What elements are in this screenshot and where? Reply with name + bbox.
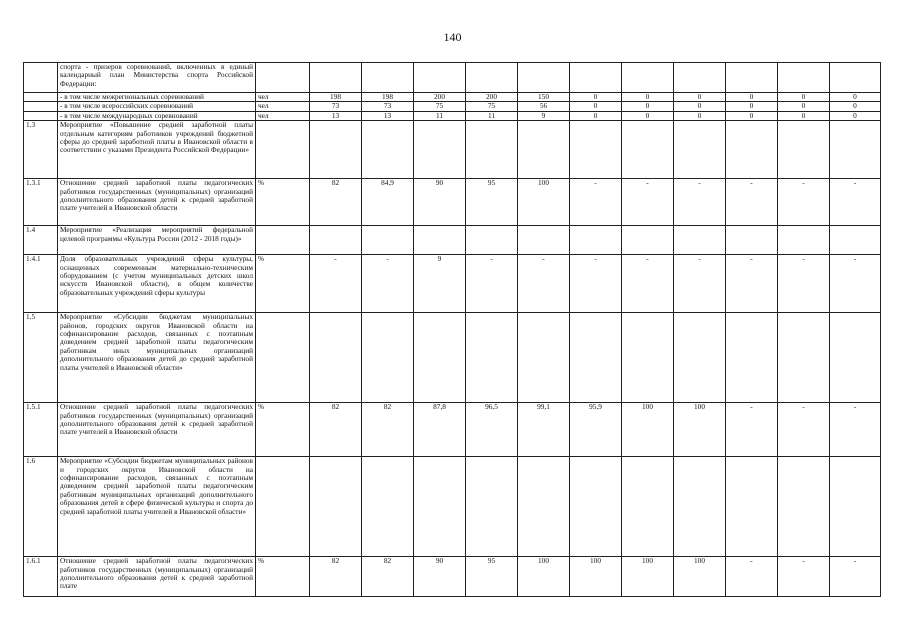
value-cell [310,457,362,557]
unit-cell: чел [256,93,310,102]
value-cell: 200 [466,93,518,102]
page-number: 140 [443,30,462,44]
value-cell [830,63,881,93]
value-cell: - [570,255,622,313]
value-cell: - [518,255,570,313]
value-cell: 0 [778,93,830,102]
value-cell: 100 [518,179,570,226]
value-cell [362,121,414,179]
value-cell [778,226,830,255]
value-cell [674,313,726,403]
row-number-cell [24,93,58,102]
value-cell [310,226,362,255]
description-cell: - в том числе межрегиональных соревнований [58,93,256,102]
value-cell: 0 [570,111,622,120]
value-cell [362,63,414,93]
value-cell [830,226,881,255]
value-cell: 200 [414,93,466,102]
value-cell: - [726,403,778,457]
value-cell [414,63,466,93]
value-cell [466,226,518,255]
value-cell: 13 [362,111,414,120]
value-cell: 0 [726,102,778,111]
value-cell [570,457,622,557]
table-row [24,102,881,111]
description-cell: Отношение средней заработной платы педагогических работников государственных (муниципальных) организаций дополнительного образования детей к средней заработной плате [58,557,256,597]
value-cell: 75 [414,102,466,111]
table-row [24,63,881,93]
value-cell: 0 [622,93,674,102]
value-cell [466,63,518,93]
value-cell [518,457,570,557]
value-cell [466,313,518,403]
value-cell [466,457,518,557]
value-cell: 0 [830,111,881,120]
value-cell [726,226,778,255]
value-cell [622,226,674,255]
value-cell: 0 [674,102,726,111]
value-cell: - [830,255,881,313]
value-cell [414,457,466,557]
value-cell: 95 [466,557,518,597]
value-cell: - [310,255,362,313]
value-cell: 11 [414,111,466,120]
unit-cell: % [256,179,310,226]
value-cell [310,313,362,403]
row-number-cell: 1.4.1 [24,255,58,313]
value-cell: 82 [362,403,414,457]
value-cell: - [622,255,674,313]
unit-cell: % [256,557,310,597]
value-cell [726,313,778,403]
value-cell: 150 [518,93,570,102]
value-cell: 73 [362,102,414,111]
value-cell: 100 [570,557,622,597]
value-cell: 0 [830,93,881,102]
value-cell: - [830,557,881,597]
value-cell: 100 [622,403,674,457]
value-cell: 90 [414,557,466,597]
description-cell: Доля образовательных учреждений сферы культуры, оснащенных современным материально-техническим оборудованием (с учетом муниципальных детских школ искусств Ивановской области), в общем количестве образовательных учреждений сферы культуры [58,255,256,313]
table-row [24,313,881,403]
value-cell: - [570,179,622,226]
value-cell [414,121,466,179]
row-number-cell: 1.5.1 [24,403,58,457]
value-cell [830,121,881,179]
value-cell: 0 [830,102,881,111]
value-cell: 73 [310,102,362,111]
value-cell: - [622,179,674,226]
row-number-cell: 1.6.1 [24,557,58,597]
value-cell [726,457,778,557]
value-cell: 0 [570,93,622,102]
value-cell [570,313,622,403]
unit-cell [256,63,310,93]
value-cell: 13 [310,111,362,120]
value-cell [310,63,362,93]
value-cell [570,226,622,255]
description-cell: Мероприятие «Повышение средней заработной платы отдельным категориям работников учреждений бюджетной сферы до средней заработной платы в Ивановской области в соответствии с указами Президента Российской Федерации» [58,121,256,179]
row-number-cell [24,102,58,111]
value-cell: 100 [674,557,726,597]
description-cell: - в том числе всероссийских соревнований [58,102,256,111]
value-cell: 0 [726,111,778,120]
table-body [24,63,881,597]
value-cell: 0 [674,93,726,102]
row-number-cell: 1.3.1 [24,179,58,226]
description-cell: Мероприятие «Реализация мероприятий федеральной целевой программы «Культура России (2012 - 2018 годы)» [58,226,256,255]
unit-cell [256,457,310,557]
value-cell: - [674,179,726,226]
value-cell: 82 [310,179,362,226]
row-number-cell: 1.4 [24,226,58,255]
value-cell: 11 [466,111,518,120]
value-cell: 9 [414,255,466,313]
value-cell: 100 [622,557,674,597]
value-cell: 99,1 [518,403,570,457]
value-cell: - [778,403,830,457]
value-cell: 0 [778,111,830,120]
description-cell: Мероприятие «Субсидии бюджетам муниципальных районов и городских округов Ивановской области на софинансирование расходов, связанных с поэтапным доведением средней заработной платы педагогическим работникам муниципальных организаций дополнительного образования детей в сфере физической культуры и спорта до средней заработной платы учителей в Ивановской области» [58,457,256,557]
table-row [24,457,881,557]
value-cell [362,457,414,557]
unit-cell: % [256,255,310,313]
value-cell: 0 [726,93,778,102]
value-cell: 0 [570,102,622,111]
value-cell [674,63,726,93]
value-cell: 9 [518,111,570,120]
description-cell: спорта - призеров соревнований, включенных в единый календарный план Министерства спорта Российской Федерации: [58,63,256,93]
value-cell: 95 [466,179,518,226]
value-cell [570,63,622,93]
value-cell: 82 [310,557,362,597]
value-cell [362,313,414,403]
description-cell: Отношение средней заработной платы педагогических работников государственных (муниципальных) организаций дополнительного образования детей к средней заработной плате учителей в Ивановской области [58,179,256,226]
value-cell [778,121,830,179]
value-cell: 90 [414,179,466,226]
row-number-cell: 1.3 [24,121,58,179]
description-cell: Мероприятие «Субсидии бюджетам муниципальных районов, городских округов Ивановской области на софинансирование расходов, связанных с поэтапным доведением средней заработной платы педагогическим работникам иных муниципальных организаций дополнительного образования детей до средней заработной платы учителей в Ивановской области» [58,313,256,403]
value-cell [518,121,570,179]
value-cell: 0 [674,111,726,120]
value-cell: 0 [622,102,674,111]
value-cell: 95,9 [570,403,622,457]
value-cell: 0 [778,102,830,111]
value-cell: 198 [310,93,362,102]
value-cell: - [674,255,726,313]
value-cell: 82 [362,557,414,597]
value-cell [570,121,622,179]
value-cell [674,226,726,255]
description-cell: - в том числе международных соревнований [58,111,256,120]
value-cell: 84,9 [362,179,414,226]
value-cell: - [778,179,830,226]
value-cell: 198 [362,93,414,102]
value-cell: 87,8 [414,403,466,457]
value-cell [674,457,726,557]
table-row [24,93,881,102]
row-number-cell: 1.5 [24,313,58,403]
table-row [24,255,881,313]
value-cell [466,121,518,179]
value-cell: - [778,557,830,597]
value-cell: - [726,557,778,597]
value-cell [518,226,570,255]
value-cell: - [362,255,414,313]
table-row [24,179,881,226]
value-cell [310,121,362,179]
value-cell: 96,5 [466,403,518,457]
indicators-table [23,62,881,597]
table-row [24,121,881,179]
value-cell [778,457,830,557]
value-cell: - [778,255,830,313]
value-cell: - [830,403,881,457]
unit-cell: % [256,403,310,457]
value-cell [622,63,674,93]
table-row [24,403,881,457]
value-cell [830,457,881,557]
value-cell [622,457,674,557]
description-cell: Отношение средней заработной платы педагогических работников государственных (муниципальных) организаций дополнительного образования детей к средней заработной плате учителей в Ивановской области [58,403,256,457]
row-number-cell [24,111,58,120]
unit-cell [256,313,310,403]
row-number-cell: 1.6 [24,457,58,557]
value-cell: - [466,255,518,313]
value-cell [362,226,414,255]
value-cell: - [830,179,881,226]
table-row [24,557,881,597]
value-cell: - [726,255,778,313]
value-cell [830,313,881,403]
unit-cell [256,226,310,255]
value-cell: 100 [518,557,570,597]
value-cell: 75 [466,102,518,111]
table-row [24,111,881,120]
value-cell [726,121,778,179]
value-cell: 100 [674,403,726,457]
table-row [24,226,881,255]
value-cell [518,63,570,93]
value-cell [414,313,466,403]
value-cell [518,313,570,403]
value-cell [778,313,830,403]
value-cell: 56 [518,102,570,111]
value-cell: - [726,179,778,226]
unit-cell: чел [256,102,310,111]
value-cell [414,226,466,255]
value-cell [622,121,674,179]
value-cell [778,63,830,93]
value-cell [622,313,674,403]
value-cell [674,121,726,179]
value-cell: 0 [622,111,674,120]
row-number-cell [24,63,58,93]
value-cell: 82 [310,403,362,457]
unit-cell: чел [256,111,310,120]
value-cell [726,63,778,93]
unit-cell [256,121,310,179]
